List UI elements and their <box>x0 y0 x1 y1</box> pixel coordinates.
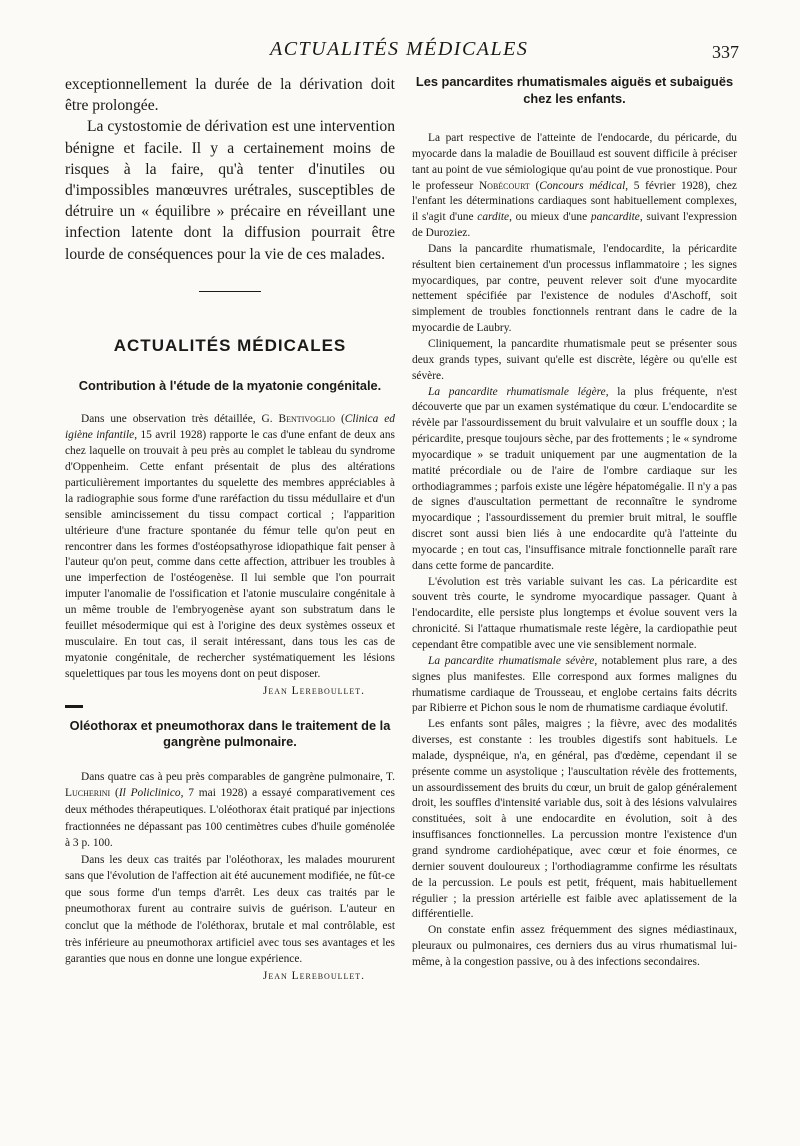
article-body <box>65 412 395 696</box>
article-paragraph: La pancardite rhumatismale sévère, notablement plus rare, a des signes plus manifestes. Elle correspond aux formes malignes du rhumatisme cardiaque de Trousseau, et englobe certains faits décrits par Ribierre et Pichon sous le nom de rhumatisme cardiaque évolutif. <box>412 654 738 715</box>
article-paragraph: Dans quatre cas à peu près comparables de gangrène pulmonaire, T. Lucherini (Il Policlinico, 7 mai 1928) a essayé comparativement ces deux méthodes thérapeutiques. L'oléothorax était pratiqué par injections fractionnées ne dépassant pas 100 centimètres cubes d'huile goménolée à 3 p. 100. <box>65 770 395 850</box>
journal-name: Concours médical <box>539 179 626 192</box>
article-title: Oléothorax et pneumothorax dans le traitement de la gangrène pulmonaire. <box>69 717 391 750</box>
running-title: ACTUALITÉS MÉDICALES <box>270 38 529 60</box>
article-paragraph: L'évolution est très variable suivant les cas. La péricardite est souvent très courte, le syndrome myocardique passager. Quant à l'endocardite, elle persiste plus longtemps et évolue souvent vers la chronicité. Si l'attaque rhumatismale reste légère, la cardiopathie peut cependant être compatible avec une vie sensiblement normale. <box>412 575 737 651</box>
journal-name: Il Policlinico <box>118 787 181 800</box>
lead-paragraph-2: La cystostomie de dérivation est une intervention bénigne et facile. Il y a certainement moins de risques à la faire, qu'à tenter d'inutiles ou d'impossibles manœuvres urétrales, susceptibles de détruire un « équilibre » précaire en réveillant une infection latente dont la diffusion pourrait être lourde de conséquences pour la vie de ces malades. <box>65 118 395 263</box>
signature: Jean Lereboullet. <box>262 969 365 982</box>
article-paragraph: Les enfants sont pâles, maigres ; la fièvre, avec des modalités diverses, est constante : les troubles digestifs sont habituels. Le malade, dyspnéique, n'a, en général, pas d'œdème, cependant il se présente comme un asystolique ; l'auscultation révèle des frottements, un assourdissement des bruits du cœur, un bruit de galop généralement droit, les souffles d'intensité variable dus, soit à des lésions valvulaires constituées, soit à une endocardite en évolution, soit à des insuffisances fonctionnelles. La percussion montre l'existence d'un grand syndrome cardiohépatique, avec cœur et foie énormes, ce dernier souvent douloureux ; l'orthodiagramme confirme les résultats de la percussion. Le pouls est petit, fréquent, mais habituellement régulier ; la pression artérielle est faible avec aplatissement de la différentielle. <box>412 718 737 921</box>
article-myatonie <box>65 378 395 708</box>
separator-mark <box>65 705 83 708</box>
article-paragraph: La pancardite rhumatismale légère, la plus fréquente, n'est découverte que par un examen systématique du cœur. L'endocardite se révèle par l'assourdissement du bruit valvulaire et un souffle doux ; la péricardite, presque toujours sèche, par des frottements ; le « syndrome myocardique » se traduit uniquement par une augmentation de la matité précordiale ou de l'aire de l'ombre cardiaque sur les orthodiagrammes ; parfois existe une légère hépatomégalie. Il n'y a pas de signes d'auscultation permettant de reconnaître le syndrome myocardique ; l'assourdissement du premier bruit mitral, le souffle discret sont aussi bien liés à une endocardite qu'à l'atteinte du myocarde ; en tout cas, l'insuffisance mitrale fonctionnelle paraît rare dans cette forme de pancardite. <box>412 385 737 572</box>
right-column <box>412 74 737 971</box>
article-paragraph: Dans une observation très détaillée, G. Bentivoglio (Clinica ed igiène infantile, 15 avril 1928) rapporte le cas d'une enfant de deux ans chez laquelle on trouvait à peu près au complet le tableau du syndrome d'Oppenheim. Cette enfant présentait de plus des altérations particulièrement importantes du squelette des membres appréciables à la radiographie sous forme d'une raréfaction du tissu médullaire et d'un sensible amincissement du tissu compact cortical ; l'apparition ultérieure d'une fracture spontanée du fémur telle qu'on peut en rencontrer dans les formes d'ostéopsathyrose idiopathique fait penser à l'auteur qu'on peut, comme dans cette affection, attribuer les troubles à une imperfection de l'ostéogenèse. Il lui semble que l'on pourrait imputer l'anomalie de l'ossification et l'atonie musculaire congénitale à un même trouble de l'embryogenèse ayant son substratum dans le feuillet mésodermique qui est à l'origine des deux systèmes osseux et musculaire. En tout cas, il serait intéressant, dans tous les cas de myatonie congénitale, de rechercher systématiquement les lésions squelettiques par tous les moyens dont on peut disposer. <box>65 413 395 680</box>
lead-paragraph-1: exceptionnellement la durée de la dérivation doit être prolongée. <box>65 76 395 115</box>
author-name: Bentivoglio <box>278 413 336 426</box>
article-paragraph: La part respective de l'atteinte de l'endocarde, du péricarde, du myocarde dans la maladie de Bouillaud est souvent difficile à préciser tant au point de vue sémiologique qu'au point de vue pronostique. Pour le professeur Nobécourt (Concours médical, 5 février 1928), chez l'enfant les déterminations cardiaques sont habituellement complexes, il s'agit d'une cardite, ou mieux d'une pancardite, suivant l'expression de Duroziez. <box>412 132 737 240</box>
article-title: Les pancardites rhumatismales aiguës et subaiguës chez les enfants. <box>415 74 734 106</box>
emphasis-term: La pancardite rhumatismale sévère <box>428 654 595 667</box>
article-paragraph: On constate enfin assez fréquemment des signes médiastinaux, pleuraux ou pulmonaires, ces derniers dus au virus rhumatismal lui-même, à la congestion passive, ou à des infections secondaires. <box>412 924 737 968</box>
section-heading: ACTUALITÉS MÉDICALES <box>113 335 347 355</box>
section-divider <box>199 291 261 292</box>
signature: Jean Lereboullet. <box>262 684 365 697</box>
continued-text <box>65 74 395 265</box>
article-body <box>412 131 737 971</box>
left-column <box>65 74 395 982</box>
article-body <box>65 769 395 982</box>
author-name: Lucherini <box>65 787 111 800</box>
author-name: Nobécourt <box>478 179 530 192</box>
article-paragraph: Cliniquement, la pancardite rhumatismale peut se présenter sous deux grands types, suivant qu'elle est discrète, légère ou qu'elle est sévère. <box>412 337 737 382</box>
page-number: 337 <box>712 42 739 62</box>
emphasis-term: La pancardite rhumatismale légère <box>428 385 606 398</box>
article-paragraph: Dans les deux cas traités par l'oléothorax, les malades moururent sans que l'évolution de l'affection ait été aucunement modifiée, ne fût-ce que sous forme d'un temps d'arrêt. Les deux cas traités par le pneumothorax furent au contraire suivis de guérison. L'auteur en conclut que la méthode de l'oléthorax, brutale et mal contrôlable, est très inférieure au pneumothorax artificiel avec tous ses avantages et les garanties que nous en donne une longue expérience. <box>65 853 395 966</box>
running-head <box>0 38 800 68</box>
article-paragraph: Dans la pancardite rhumatismale, l'endocardite, la péricardite résultent bien certainement d'un processus inflammatoire ; les signes myocardiques, par contre, peuvent relever soit d'une myocardite nettement spécifiée par l'existence de nodules d'Aschoff, soit simplement de troubles fonctionnels rentrant dans le cadre de la myocardie de Laubry. <box>412 242 737 335</box>
article-oleothorax <box>65 718 395 982</box>
journal-name: Clinica ed igiène infantile <box>65 413 395 442</box>
article-title: Contribution à l'étude de la myatonie congénitale. <box>78 377 382 393</box>
